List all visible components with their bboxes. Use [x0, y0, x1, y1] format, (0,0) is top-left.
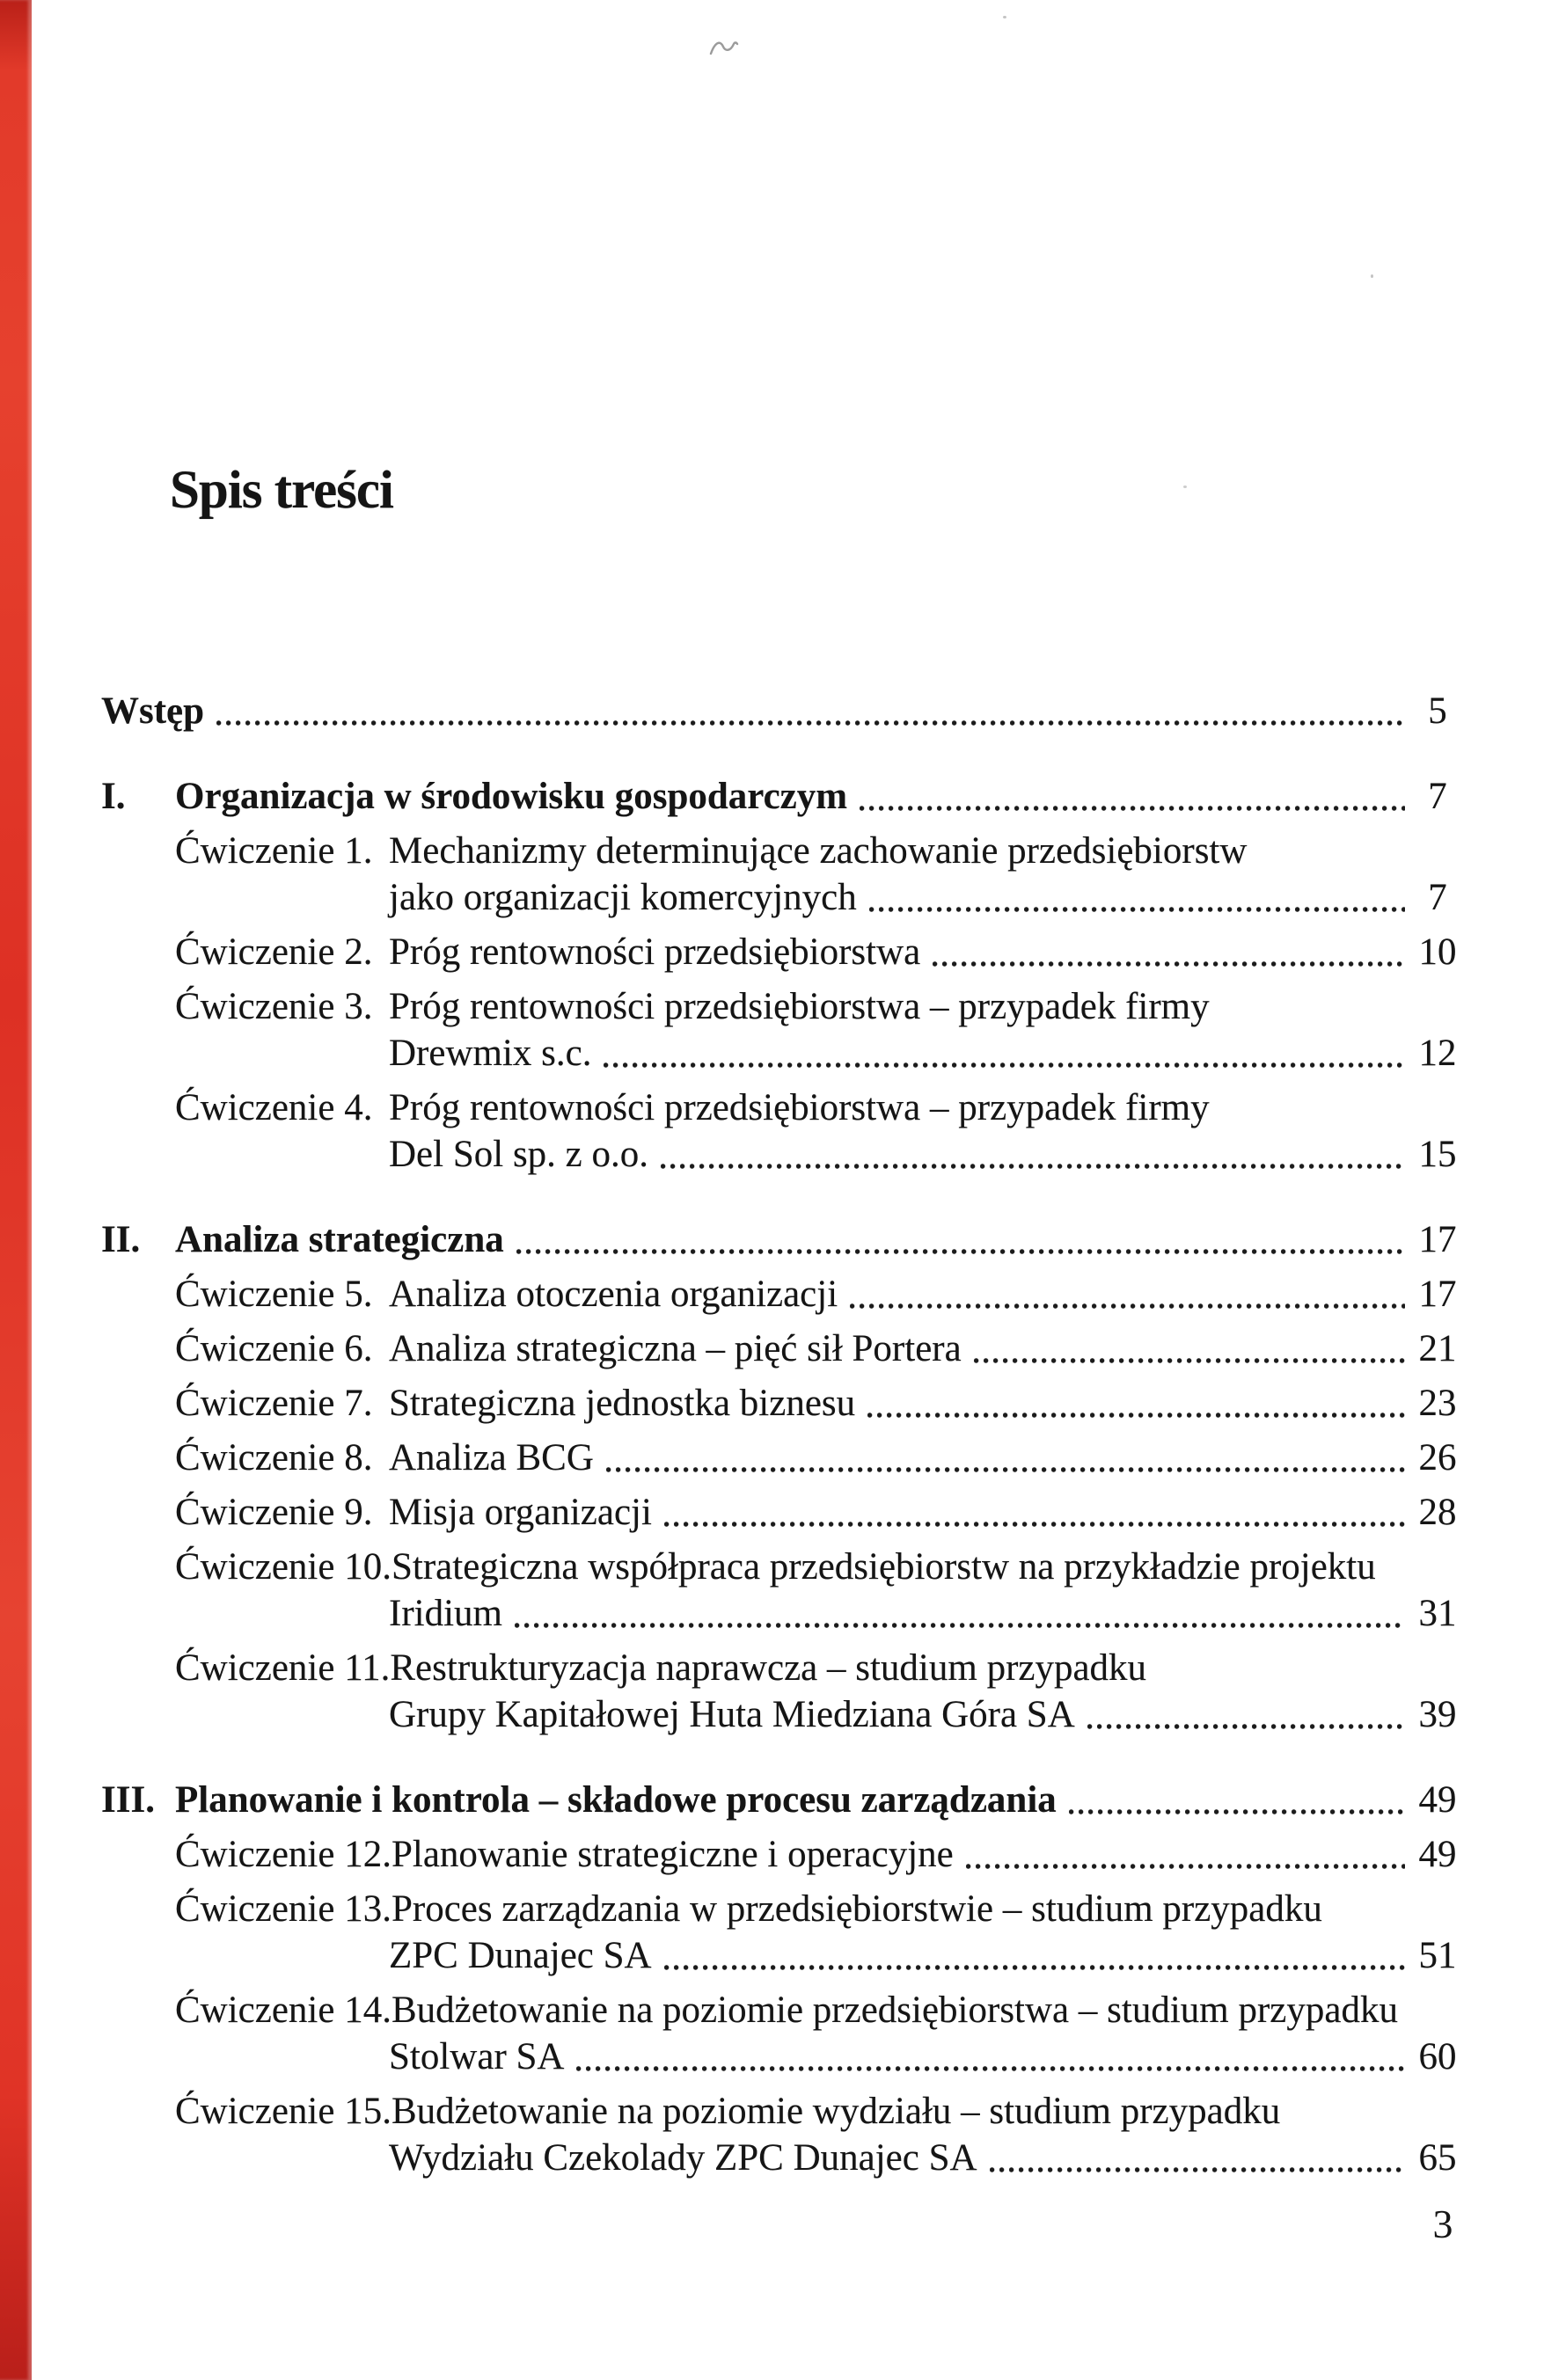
dot-leader: [516, 1248, 1405, 1255]
exercise-title: Próg rentowności przedsiębiorstwa – przypadek firmy: [389, 986, 1210, 1027]
dot-leader: [1087, 1723, 1405, 1730]
exercise-title: Planowanie strategiczne i operacyjne: [391, 1834, 954, 1875]
book-edge-red-strip: [0, 0, 32, 2380]
toc-entry-exercise: [175, 1544, 1467, 1590]
toc-entry-exercise: [175, 828, 1467, 874]
dot-leader: [604, 1062, 1405, 1069]
toc-entry-section: [101, 1777, 1467, 1823]
page-ref: 17: [1418, 1274, 1457, 1315]
toc-entry-exercise-continuation: [389, 1932, 1467, 1979]
page-ref: 23: [1418, 1383, 1457, 1424]
section-title: Organizacja w środowisku gospodarczym: [175, 776, 848, 817]
page-ref: 31: [1418, 1593, 1457, 1634]
exercise-title: Budżetowanie na poziomie wydziału – studium przypadku: [391, 2091, 1281, 2132]
dot-leader: [990, 2166, 1405, 2173]
exercise-label: Ćwiczenie 10.: [175, 1546, 391, 1588]
toc-entry-exercise-continuation: [389, 2033, 1467, 2080]
section-numeral: I.: [101, 776, 126, 817]
exercise-title: Analiza BCG: [389, 1437, 594, 1478]
exercise-title: Budżetowanie na poziomie przedsiębiorstwa – studium przypadku: [391, 1989, 1398, 2031]
exercise-label: Ćwiczenie 7.: [175, 1383, 373, 1424]
exercise-title-line2: Del Sol sp. z o.o.: [389, 1134, 649, 1175]
folio-page-number: 3: [1432, 2201, 1453, 2246]
page-title: Spis treści: [170, 460, 393, 520]
exercise-label: Ćwiczenie 8.: [175, 1437, 373, 1478]
toc-entry-exercise-continuation: [389, 1030, 1467, 1077]
page-ref: 7: [1428, 776, 1447, 817]
section-title: Planowanie i kontrola – składowe procesu zarządzania: [175, 1779, 1057, 1821]
page-ref: 39: [1418, 1694, 1457, 1735]
exercise-title: Próg rentowności przedsiębiorstwa: [389, 931, 921, 973]
page-ref: 51: [1418, 1935, 1457, 1976]
exercise-label: Ćwiczenie 3.: [175, 986, 373, 1027]
exercise-title-line2: Iridium: [389, 1593, 502, 1634]
dot-leader: [966, 1863, 1405, 1870]
page-ref: 17: [1418, 1219, 1457, 1260]
exercise-title: Proces zarządzania w przedsiębiorstwie – studium przypadku: [391, 1888, 1322, 1930]
dot-leader: [664, 1964, 1405, 1971]
exercise-title: Analiza otoczenia organizacji: [389, 1274, 838, 1315]
toc-entry-exercise: [175, 1645, 1467, 1691]
toc-entry-exercise: [175, 1380, 1467, 1427]
entry-title: Wstęp: [101, 690, 205, 732]
section-numeral: III.: [101, 1779, 155, 1821]
dot-leader: [974, 1357, 1405, 1364]
dot-leader: [216, 719, 1405, 726]
toc-entry-front: [101, 688, 1467, 734]
exercise-label: Ćwiczenie 2.: [175, 931, 373, 973]
page-ref: 49: [1418, 1779, 1457, 1821]
dot-leader: [1069, 1808, 1405, 1815]
section-title: Analiza strategiczna: [175, 1219, 504, 1260]
dot-leader: [850, 1303, 1405, 1310]
page-ref: 49: [1418, 1834, 1457, 1875]
scan-speck: [1183, 485, 1187, 488]
exercise-title-line2: Stolwar SA: [389, 2036, 565, 2077]
toc-entry-section: [101, 773, 1467, 820]
toc-entry-exercise: [175, 1831, 1467, 1878]
exercise-title: Strategiczna współpraca przedsiębiorstw na przykładzie projektu: [391, 1546, 1376, 1588]
page-ref: 21: [1418, 1328, 1457, 1369]
toc-entry-exercise: [175, 1435, 1467, 1481]
exercise-label: Ćwiczenie 13.: [175, 1888, 391, 1930]
toc-entry-exercise: [175, 983, 1467, 1030]
exercise-label: Ćwiczenie 6.: [175, 1328, 373, 1369]
dot-leader: [576, 2065, 1405, 2072]
scan-artifact-mark: [709, 39, 739, 58]
scan-speck: [1003, 16, 1006, 18]
page-ref: 7: [1428, 877, 1447, 918]
page-ref: 65: [1418, 2137, 1457, 2179]
section-numeral: II.: [101, 1219, 141, 1260]
page-ref: 60: [1418, 2036, 1457, 2077]
exercise-title-line2: jako organizacji komercyjnych: [389, 877, 857, 918]
exercise-label: Ćwiczenie 5.: [175, 1274, 373, 1315]
toc-entry-exercise: [175, 1489, 1467, 1536]
exercise-label: Ćwiczenie 14.: [175, 1989, 391, 2031]
toc-entry-exercise: [175, 2088, 1467, 2135]
toc-entry-exercise: [175, 1987, 1467, 2033]
dot-leader: [606, 1466, 1405, 1473]
toc-entry-exercise: [175, 1886, 1467, 1932]
toc-entry-exercise: [175, 1271, 1467, 1318]
toc-entry-section: [101, 1216, 1467, 1263]
exercise-label: Ćwiczenie 12.: [175, 1834, 391, 1875]
exercise-title: Mechanizmy determinujące zachowanie przedsiębiorstw: [389, 830, 1248, 872]
toc-entry-exercise-continuation: [389, 1131, 1467, 1178]
toc-entry-exercise: [175, 1084, 1467, 1131]
exercise-label: Ćwiczenie 11.: [175, 1647, 391, 1689]
page-ref: 10: [1418, 931, 1457, 973]
toc-entry-exercise-continuation: [389, 2135, 1467, 2181]
exercise-title: Misja organizacji: [389, 1492, 652, 1533]
exercise-title-line2: Wydziału Czekolady ZPC Dunajec SA: [389, 2137, 977, 2179]
dot-leader: [867, 1412, 1405, 1419]
dot-leader: [869, 906, 1405, 913]
exercise-label: Ćwiczenie 9.: [175, 1492, 373, 1533]
dot-leader: [933, 960, 1405, 967]
table-of-contents: [101, 688, 1467, 2181]
exercise-title: Próg rentowności przedsiębiorstwa – przypadek firmy: [389, 1087, 1210, 1128]
toc-entry-exercise-continuation: [389, 874, 1467, 921]
dot-leader: [515, 1622, 1405, 1629]
exercise-title: Analiza strategiczna – pięć sił Portera: [389, 1328, 962, 1369]
toc-entry-exercise: [175, 1325, 1467, 1372]
exercise-title-line2: Grupy Kapitałowej Huta Miedziana Góra SA: [389, 1694, 1075, 1735]
dot-leader: [664, 1521, 1405, 1528]
exercise-label: Ćwiczenie 4.: [175, 1087, 373, 1128]
toc-entry-exercise: [175, 929, 1467, 975]
exercise-title-line2: ZPC Dunajec SA: [389, 1935, 652, 1976]
page-ref: 15: [1418, 1134, 1457, 1175]
scan-speck: [1371, 274, 1373, 278]
toc-entry-exercise-continuation: [389, 1590, 1467, 1637]
page-ref: 5: [1428, 690, 1447, 732]
exercise-label: Ćwiczenie 15.: [175, 2091, 391, 2132]
page-ref: 12: [1418, 1033, 1457, 1074]
exercise-title-line2: Drewmix s.c.: [389, 1033, 592, 1074]
dot-leader: [661, 1163, 1405, 1170]
page-ref: 28: [1418, 1492, 1457, 1533]
toc-entry-exercise-continuation: [389, 1691, 1467, 1738]
exercise-title: Restrukturyzacja naprawcza – studium przypadku: [390, 1647, 1147, 1689]
page-ref: 26: [1418, 1437, 1457, 1478]
exercise-title: Strategiczna jednostka biznesu: [389, 1383, 856, 1424]
dot-leader: [860, 805, 1405, 812]
exercise-label: Ćwiczenie 1.: [175, 830, 373, 872]
